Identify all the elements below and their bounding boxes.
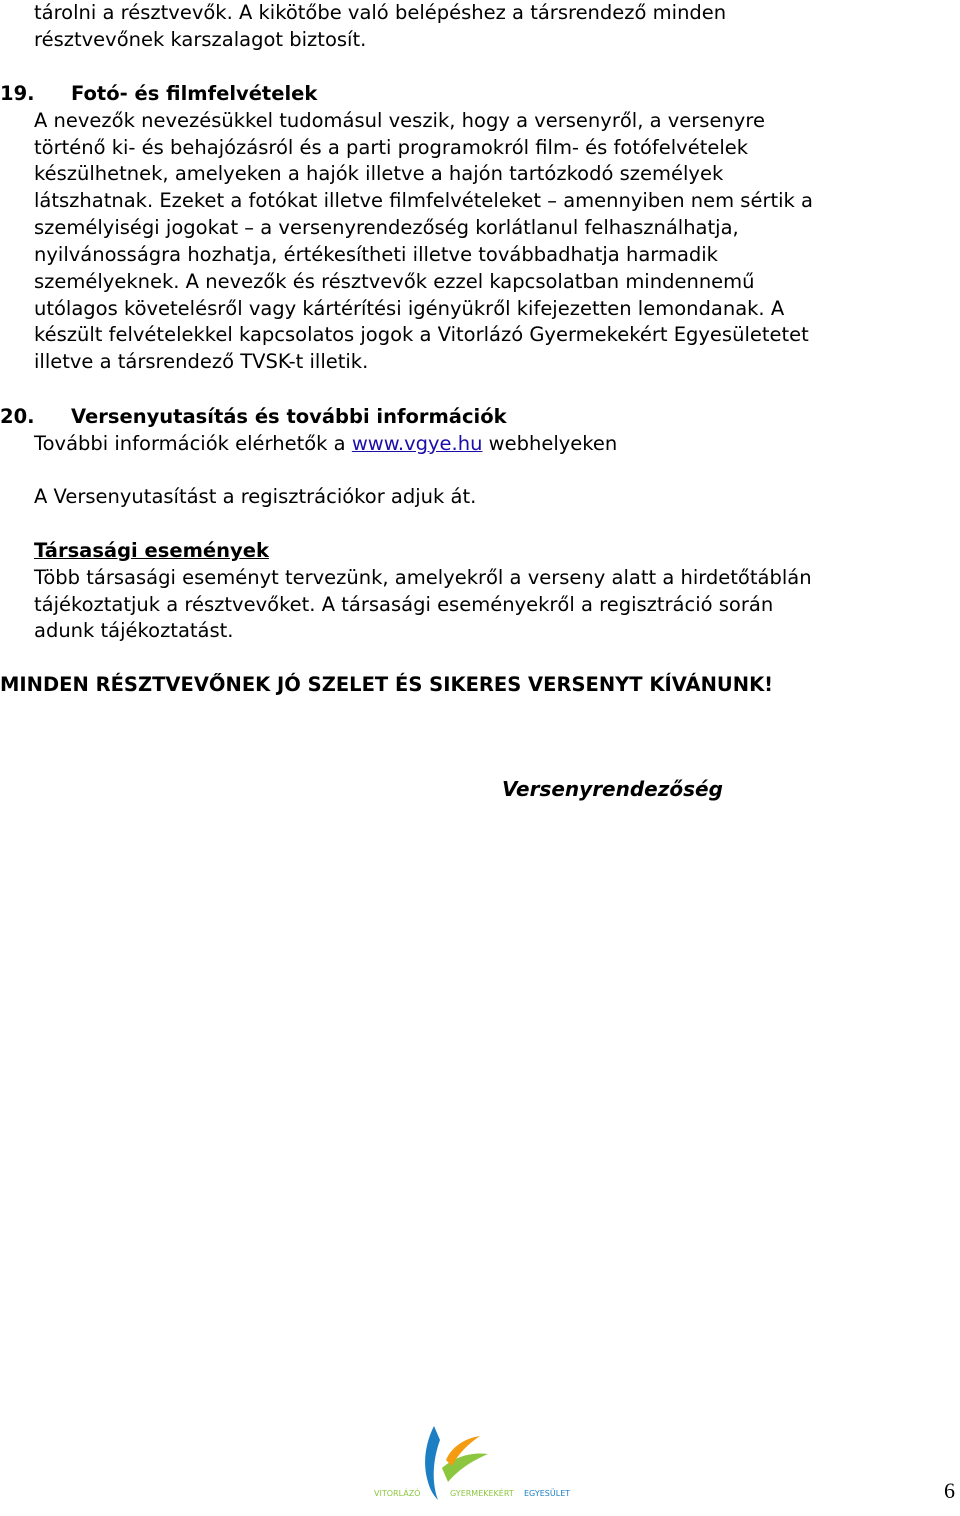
closing-message: MINDEN RÉSZTVEVŐNEK JÓ SZELET ÉS SIKERES VERSENYT KÍVÁNUNK! [0,673,774,696]
section-20-note: A Versenyutasítást a regisztrációkor adjuk át. [34,485,477,508]
section-19-line-8: utólagos követelésről vagy kártérítési igényükről kifejezetten lemondanak. A [34,297,785,320]
organization-logo [372,1420,582,1512]
logo-graphic [372,1420,582,1512]
social-events-title: Társasági események [34,539,269,562]
logo-word-2: GYERMEKEKÉRT [450,1489,514,1498]
section-20-info-line [34,431,617,457]
section-19-line-6: nyilvánosságra hozhatja, értékesítheti illetve továbbadhatja harmadik [34,243,718,266]
logo-blue-swoosh [425,1426,440,1500]
section-19-line-2: történő ki- és behajózásról és a parti programokról film- és fotófelvételek [34,136,749,159]
page-number: 6 [944,1478,955,1503]
section-19-number: 19. [0,82,35,105]
section-19-line-7: személyeknek. A nevezők és résztvevők ezzel kapcsolatban mindennemű [34,270,755,293]
social-events-line-1: Több társasági eseményt tervezünk, amelyekről a verseny alatt a hirdetőtáblán [34,566,812,589]
section-19-line-4: látszhatnak. Ezeket a fotókat illetve filmfelvételeket – amennyiben nem sértik a [34,189,813,212]
section-19-line-10: illetve a társrendező TVSK-t illetik. [34,350,369,373]
social-events-line-3: adunk tájékoztatást. [34,619,234,642]
social-events-line-2: tájékoztatjuk a résztvevőket. A társasági eseményekről a regisztráció során [34,593,774,616]
continuation-line-2: résztvevőnek karszalagot biztosít. [34,28,367,51]
section-20-title: Versenyutasítás és további információk [71,405,507,428]
section-19-line-1: A nevezők nevezésükkel tudomásul veszik, hogy a versenyről, a versenyre [34,109,765,132]
section-19-line-9: készült felvételekkel kapcsolatos jogok a Vitorlázó Gyermekekért Egyesületetet [34,323,809,346]
logo-word-3: EGYESÜLET [524,1489,571,1498]
section-19-title: Fotó- és filmfelvételek [71,82,318,105]
info-suffix: webhelyeken [482,432,618,455]
section-19-line-3: készülhetnek, amelyeken a hajók illetve a hajón tartózkodó személyek [34,162,724,185]
info-prefix: További információk elérhetők a [34,432,352,455]
logo-word-1: VITORLÁZÓ [374,1489,421,1498]
continuation-line-1: tárolni a résztvevők. A kikötőbe való belépéshez a társrendező minden [34,1,727,24]
section-20-number: 20. [0,405,35,428]
signature: Versenyrendezőség [502,777,723,801]
section-19-line-5: személyiségi jogokat – a versenyrendezőség korlátlanul felhasználhatja, [34,216,739,239]
vgye-website-link[interactable]: www.vgye.hu [351,432,483,455]
